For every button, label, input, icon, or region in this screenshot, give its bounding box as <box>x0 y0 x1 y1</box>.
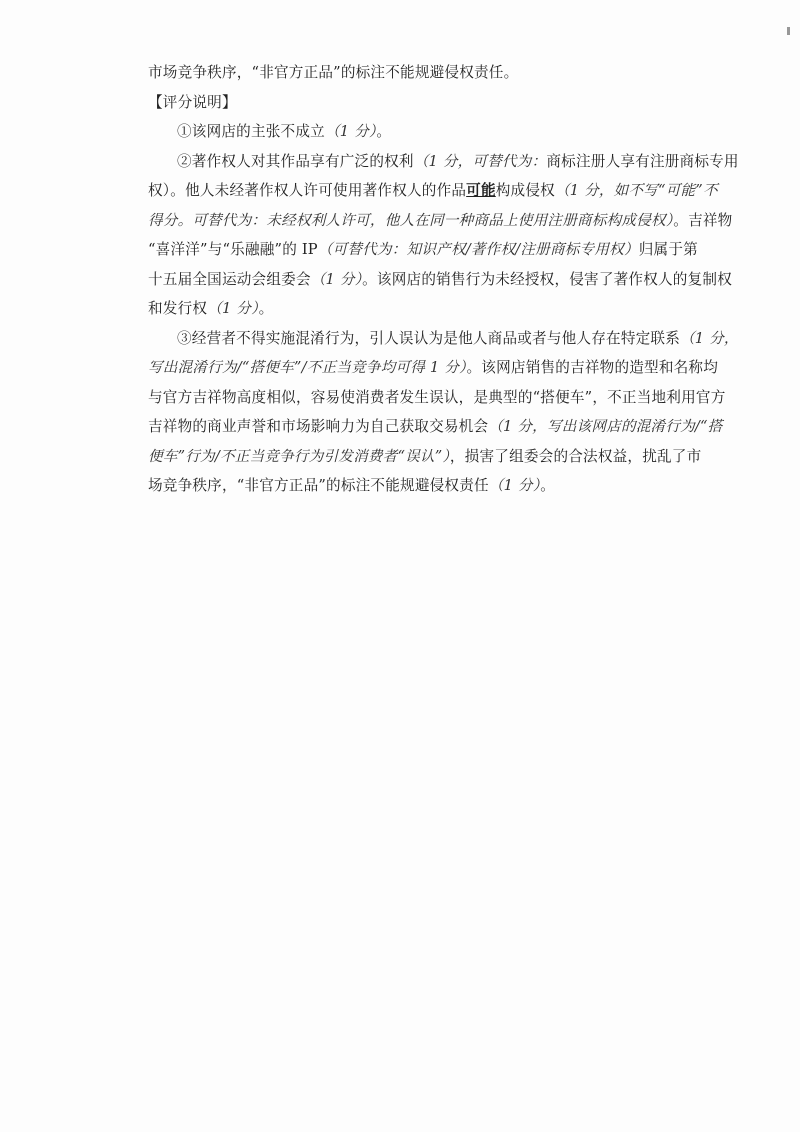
point-2-text: 十五届全国运动会组委会 <box>148 270 311 288</box>
point-2-text: 和发行权 <box>148 300 208 317</box>
point-3-text: ，损害了组委会的合法权益，扰乱了市 <box>449 447 702 465</box>
point-2-text: 权）。他人未经著作权人许可使用著作权人的作品 <box>148 182 467 199</box>
point-2-note: （1 分，如不写“可能”不 <box>554 182 718 199</box>
point-3-line-3 <box>148 383 726 413</box>
point-1-text: ①该网店的主张不成立 <box>177 123 325 140</box>
point-1-end: 。 <box>376 123 392 140</box>
point-2-text: 构成侵权 <box>495 182 555 199</box>
point-2-text: 。 <box>258 300 274 317</box>
point-1 <box>148 117 688 147</box>
document-body <box>148 58 739 501</box>
section-heading-text: 【评分说明】 <box>148 93 237 111</box>
point-2-score: （1 分） <box>310 270 363 288</box>
point-3-line-2 <box>148 353 719 383</box>
point-2-text: 归属于第 <box>638 241 698 258</box>
point-3-text: 吉祥物的商业声誉和市场影响力为自己获取交易机会 <box>148 418 489 435</box>
point-2-score: （1 分） <box>207 300 259 317</box>
point-2-line-4 <box>148 235 698 265</box>
continuation-text: 市场竞争秩序，“非官方正品”的标注不能规避侵权责任。 <box>148 64 519 81</box>
point-2-text: ②著作权人对其作品享有广泛的权利 <box>177 152 414 170</box>
point-2-line-1 <box>148 147 739 177</box>
continuation-line <box>148 58 688 88</box>
point-2-alt: 商标注册人享有注册商标专用 <box>546 152 739 170</box>
point-3-note: （1 分，写出该网店的混淆行为/“搭 <box>488 418 723 435</box>
point-2-line-6 <box>148 294 688 324</box>
point-2-note: （1 分，可替代为： <box>413 152 547 170</box>
corner-mark <box>787 27 790 35</box>
point-2-line-5 <box>148 265 732 295</box>
point-2-text: “喜洋洋”与“乐融融”的 IP <box>148 241 318 258</box>
point-2-line-3 <box>148 206 733 236</box>
point-3-text: 。该网店销售的吉祥物的造型和名称均 <box>466 359 719 376</box>
point-3-line-5 <box>148 442 702 472</box>
point-3-text: 场竞争秩序，“非官方正品”的标注不能规避侵权责任 <box>148 477 489 494</box>
point-2-note: 得分。可替代为：未经权利人许可，他人在同一种商品上使用注册商标构成侵权） <box>148 211 674 229</box>
point-3-text: 。 <box>540 477 555 494</box>
point-2-underlined: 可能 <box>466 182 496 199</box>
point-3-text: 与官方吉祥物高度相似，容易使消费者发生误认，是典型的“搭便车”，不正当地利用官方 <box>148 388 726 406</box>
point-3-line-4 <box>148 412 723 442</box>
point-3-score: （1 分） <box>488 477 541 494</box>
point-3-line-1 <box>148 324 739 354</box>
point-3-note: （1 分， <box>680 329 739 347</box>
point-2-line-2 <box>148 176 718 206</box>
point-2-text: 。该网店的销售行为未经授权，侵害了著作权人的复制权 <box>362 270 732 288</box>
point-3-text: ③经营者不得实施混淆行为，引人误认为是他人商品或者与他人存在特定联系 <box>177 329 680 347</box>
point-2-text: 。吉祥物 <box>673 211 733 229</box>
point-3-line-6 <box>148 471 688 501</box>
point-2-note: （可替代为：知识产权/著作权/注册商标专用权） <box>317 241 639 258</box>
section-heading <box>148 88 688 118</box>
point-1-score: （1 分） <box>324 123 377 140</box>
point-3-note: 写出混淆行为/“搭便车”/不正当竞争均可得 1 分） <box>148 359 467 376</box>
point-3-note: 便车”行为/不正当竞争行为引发消费者“误认”） <box>148 447 450 465</box>
